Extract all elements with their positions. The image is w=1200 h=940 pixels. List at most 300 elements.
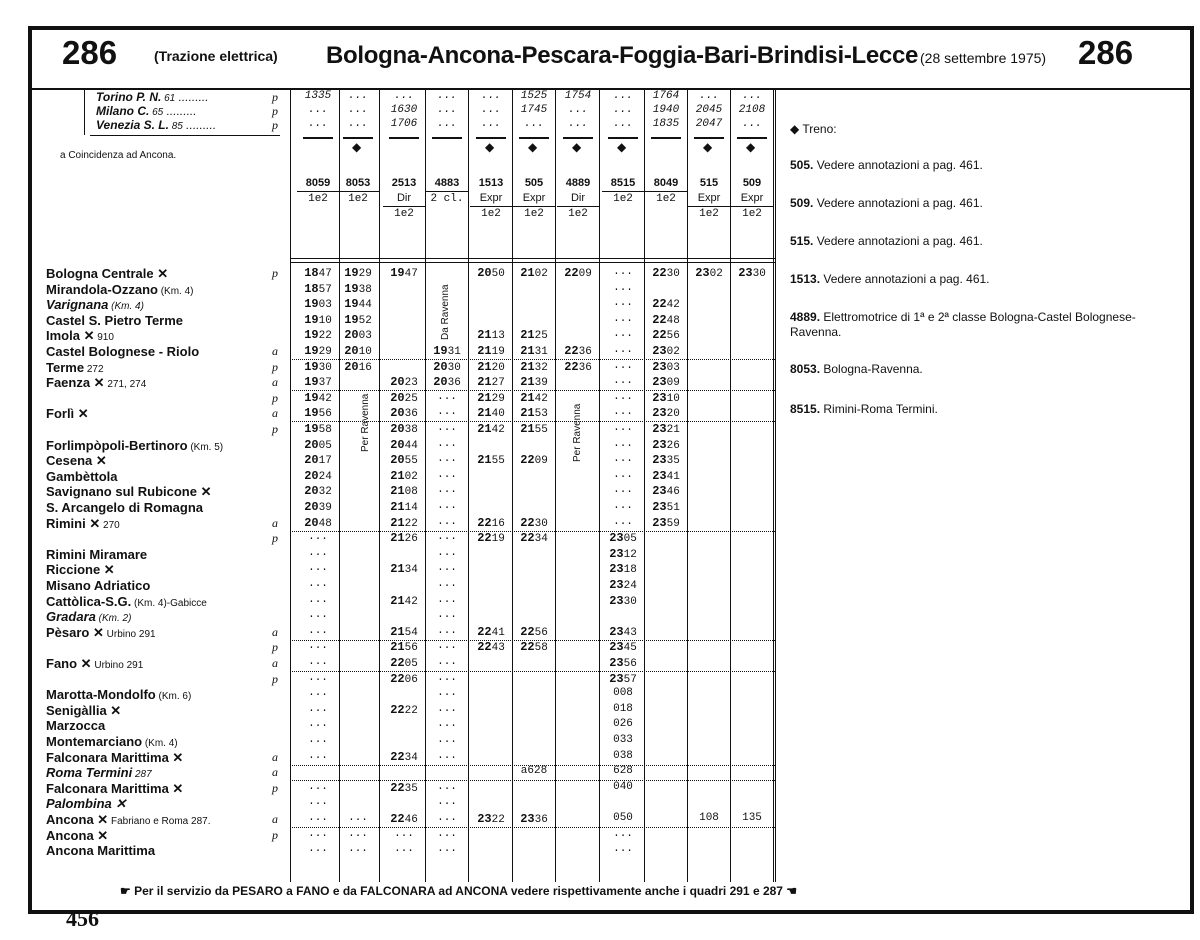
time-cell: ... <box>613 515 633 528</box>
train-diamond-icon: ◆ <box>352 140 362 154</box>
origin-time: ... <box>742 90 762 102</box>
origin-time: ... <box>437 118 457 130</box>
origin-station-ref: 61 <box>161 93 176 104</box>
time-cell: ... <box>613 422 633 434</box>
time-cell: 2318 <box>609 562 637 577</box>
traction-label: (Trazione elettrica) <box>154 48 278 64</box>
time-cell: 2039 <box>304 500 332 514</box>
time-cell: 2359 <box>652 515 680 530</box>
station-name-cell <box>46 687 191 702</box>
route-title: Bologna-Ancona-Pescara-Foggia-Bari-Brindisi-Lecce <box>326 42 919 69</box>
time-cell: 2155 <box>520 422 548 436</box>
footer-text: Per il servizio da PESARO a FANO e da FALCONARA ad ANCONA vedere rispettivamente anche i quadri 291 e 287 <box>134 884 783 898</box>
station-name: Cesena ✕ <box>46 453 107 469</box>
time-cell: ... <box>437 780 457 793</box>
train-class: 1e2 <box>297 191 339 207</box>
time-cell: ... <box>613 453 633 466</box>
time-cell: 2016 <box>344 359 372 374</box>
train-top-rule <box>389 137 419 139</box>
station-name-cell <box>46 828 108 844</box>
time-cell: 2302 <box>695 266 723 280</box>
station-name: Faenza ✕ <box>46 375 105 391</box>
time-cell: 2055 <box>390 453 418 468</box>
time-cell: ... <box>437 390 457 403</box>
station-name: Mirandola-Ozzano <box>46 281 158 297</box>
time-cell: 2324 <box>609 578 637 592</box>
train-header <box>557 176 599 222</box>
time-cell: 2003 <box>344 328 372 343</box>
time-cell: 2256 <box>520 624 548 639</box>
time-cell: ... <box>613 406 633 419</box>
train-top-rule <box>737 137 767 139</box>
time-cell: 2230 <box>652 266 680 280</box>
time-cell: ... <box>308 843 328 856</box>
train-category: Expr <box>479 192 503 204</box>
station-name-cell <box>46 750 183 766</box>
train-class: 2 cl. <box>426 191 468 207</box>
origin-time: 1630 <box>390 104 418 116</box>
time-cell: 2230 <box>520 515 548 530</box>
time-cell: 1910 <box>304 312 332 327</box>
station-name: Rimini Miramare <box>46 546 148 562</box>
station-name-cell <box>46 516 120 532</box>
grid-divider <box>379 88 380 882</box>
time-cell: ... <box>613 437 633 450</box>
time-cell: 2102 <box>390 468 418 483</box>
time-cell: 2153 <box>520 406 548 421</box>
station-name: Terme <box>46 359 85 375</box>
train-diamond-icon: ◆ <box>572 140 582 154</box>
train-top-rule <box>432 137 462 139</box>
time-cell: ... <box>308 718 328 731</box>
train-class: 1e2 <box>645 191 687 207</box>
station-arr-dep: p <box>272 640 278 655</box>
train-diamond-icon: ◆ <box>703 140 713 154</box>
station-name-cell <box>46 328 114 344</box>
train-header <box>426 176 468 207</box>
origin-arr-dep: p <box>272 90 278 104</box>
train-number: 2513 <box>391 177 417 189</box>
train-category: Dir <box>570 192 586 204</box>
time-cell: 2222 <box>390 702 418 717</box>
station-extra: (Km. 4)-Gabicce <box>131 597 207 609</box>
train-category: Expr <box>740 192 764 204</box>
origin-time: ... <box>437 104 457 116</box>
note-item <box>790 402 1150 417</box>
station-name-cell <box>46 656 143 672</box>
train-class: 1e2 <box>383 206 425 222</box>
time-cell: ... <box>308 780 328 793</box>
arr-dep-divider <box>290 780 775 782</box>
origin-bracket <box>84 90 85 135</box>
note-text: Vedere annotazioni a pag. 461. <box>820 272 990 286</box>
time-cell: ... <box>437 796 457 809</box>
time-cell: 2351 <box>652 500 680 514</box>
time-cell: ... <box>437 515 457 528</box>
time-cell: 1938 <box>344 281 372 296</box>
time-cell: 2114 <box>390 500 418 514</box>
time-cell: 2330 <box>738 266 766 280</box>
station-name: Misano Adriatico <box>46 578 151 593</box>
time-cell: ... <box>613 375 633 388</box>
station-name: Marzocca <box>46 718 106 734</box>
time-cell: 040 <box>613 780 633 793</box>
time-cell: 2346 <box>652 484 680 499</box>
train-number: 509 <box>742 177 762 189</box>
station-name-cell <box>46 796 126 812</box>
time-cell: 038 <box>613 749 633 762</box>
date-label: (28 settembre 1975) <box>920 50 1047 66</box>
station-name: Fano ✕ <box>46 656 92 671</box>
time-cell: 1929 <box>304 344 332 358</box>
time-cell: 2126 <box>390 531 418 546</box>
time-cell: ... <box>613 312 633 325</box>
footer-note: ☛ Per il servizio da PESARO a FANO e da FALCONARA ad ANCONA vedere rispettivamente anche i quadri 291 e 287 ☚ <box>120 884 798 898</box>
station-arr-dep: a <box>272 765 278 780</box>
time-cell: ... <box>308 671 328 684</box>
train-diamond-icon: ◆ <box>528 140 538 154</box>
time-cell: ... <box>348 843 368 856</box>
train-diamond-icon: ◆ <box>617 140 627 154</box>
time-cell: 2205 <box>390 656 418 670</box>
time-cell: 1952 <box>344 312 372 327</box>
station-extra: (Km. 4) <box>108 301 144 313</box>
time-cell: ... <box>308 562 328 575</box>
station-name-cell <box>46 500 203 515</box>
header-rule <box>290 258 775 259</box>
time-cell: 2134 <box>390 562 418 577</box>
station-extra: (Km. 4) <box>157 285 194 297</box>
station-name: Falconara Marittima ✕ <box>46 780 184 796</box>
time-cell: ... <box>437 562 457 575</box>
station-name-cell <box>46 625 156 641</box>
grid-divider <box>644 88 645 882</box>
origin-time: 2108 <box>738 104 766 116</box>
station-arr-dep: a <box>272 749 278 764</box>
station-name-cell <box>46 594 207 609</box>
station-name: Riccione ✕ <box>46 562 115 578</box>
origin-station-name: Venezia S. L. <box>96 118 169 132</box>
station-name: Cattòlica-S.G. <box>46 593 132 609</box>
grid-divider <box>425 88 426 882</box>
time-cell: ... <box>308 624 328 637</box>
time-cell: ... <box>437 422 457 434</box>
station-name: Montemarciano <box>46 734 143 749</box>
time-cell: ... <box>308 749 328 762</box>
origin-time: ... <box>481 118 501 130</box>
train-number: 4883 <box>434 177 460 189</box>
time-cell: ... <box>613 266 633 278</box>
time-cell: 2345 <box>609 640 637 655</box>
station-name: Savignano sul Rubicone ✕ <box>46 484 212 500</box>
time-cell: ... <box>437 812 457 824</box>
station-name-cell <box>46 578 150 593</box>
station-name: Roma Termini <box>46 765 133 781</box>
note-number: 509. <box>790 196 814 210</box>
station-name-cell <box>46 360 104 375</box>
station-arr-dep: a <box>272 656 278 670</box>
station-name-cell <box>46 313 183 328</box>
station-extra: 270 <box>100 519 120 531</box>
note-text: Bologna-Ravenna. <box>820 362 923 376</box>
time-cell: 2322 <box>477 812 505 826</box>
time-cell: ... <box>308 593 328 606</box>
station-name: Ancona ✕ <box>46 827 109 843</box>
station-extra: (Km. 4) <box>142 738 178 749</box>
origin-time: ... <box>613 104 633 116</box>
note-text: Vedere annotazioni a pag. 461. <box>813 158 983 172</box>
note-number: 505. <box>790 158 814 172</box>
station-name-cell <box>46 406 89 422</box>
grid-divider <box>599 88 600 882</box>
table-number-left: 286 <box>62 34 118 71</box>
time-cell: 1931 <box>433 344 461 358</box>
station-name: Marotta-Mondolfo <box>46 687 156 703</box>
time-cell: 2302 <box>652 344 680 358</box>
station-name: Senigàllia ✕ <box>46 702 122 718</box>
time-cell: ... <box>394 827 414 840</box>
station-name-cell <box>46 812 210 828</box>
station-name: Forlimpòpoli-Bertinoro <box>46 437 188 453</box>
time-cell: 2050 <box>477 266 505 280</box>
time-cell: 2326 <box>652 437 680 452</box>
origin-time: 1835 <box>652 118 680 130</box>
time-cell: ... <box>308 609 328 622</box>
station-name-cell <box>46 547 147 562</box>
time-cell: ... <box>613 390 633 403</box>
time-cell: 2030 <box>433 359 461 374</box>
station-arr-dep: a <box>272 812 278 826</box>
origin-time: ... <box>613 118 633 130</box>
origin-station-ref: 85 <box>168 121 183 132</box>
grid-divider <box>339 88 340 882</box>
station-name-cell <box>46 282 194 297</box>
train-number: 8515 <box>610 177 636 189</box>
time-cell: 1903 <box>304 297 332 312</box>
time-cell: 1937 <box>304 375 332 390</box>
time-cell: ... <box>437 453 457 466</box>
note-item <box>790 362 1150 377</box>
grid-divider <box>468 88 469 882</box>
station-extra: 910 <box>94 332 114 344</box>
origin-time: ... <box>613 90 633 102</box>
time-cell: 2241 <box>477 624 505 639</box>
time-cell: 1956 <box>304 406 332 421</box>
station-name-cell <box>46 469 118 484</box>
origin-time: ... <box>394 90 414 102</box>
origin-arr-dep: p <box>272 118 278 132</box>
station-name: Forlì ✕ <box>46 406 89 422</box>
time-cell: 1857 <box>304 281 332 296</box>
time-cell: ... <box>437 609 457 622</box>
origin-station-name: Torino P. N. <box>96 90 162 104</box>
time-cell: ... <box>308 640 328 653</box>
time-cell: 2010 <box>344 344 372 358</box>
vertical-label: Per Ravenna <box>572 403 583 462</box>
origin-time: ... <box>568 118 588 130</box>
time-cell: 2343 <box>609 624 637 639</box>
train-number: 8053 <box>345 177 371 189</box>
time-cell: ... <box>308 531 328 544</box>
train-header <box>513 176 555 222</box>
note-text: Vedere annotazioni a pag. 461. <box>813 196 983 210</box>
station-extra: (Km. 5) <box>187 441 224 453</box>
station-arr-dep: p <box>272 359 278 374</box>
time-cell: ... <box>613 827 633 840</box>
station-name-cell <box>46 438 223 453</box>
note-number: 4889. <box>790 310 821 324</box>
train-class: 1e2 <box>337 191 379 207</box>
origin-station: Venezia S. L. 85 ......... <box>96 118 217 132</box>
time-cell: ... <box>308 578 328 590</box>
train-number: 505 <box>524 177 544 189</box>
time-cell: ... <box>613 359 633 372</box>
notes-train-label: ◆ Treno: <box>790 122 837 136</box>
time-cell: ... <box>437 656 457 668</box>
station-name: Ancona Marittima <box>46 843 156 859</box>
station-name: Imola ✕ <box>46 328 95 344</box>
origin-time: 1764 <box>652 90 680 102</box>
note-number: 8053. <box>790 362 821 376</box>
grid-divider-left <box>290 88 291 882</box>
time-cell: ... <box>308 546 328 559</box>
grid-divider <box>555 88 556 882</box>
origin-time: ... <box>348 104 368 116</box>
time-cell: 2219 <box>477 531 505 546</box>
station-extra: 272 <box>84 363 104 375</box>
time-cell: 2246 <box>390 812 418 826</box>
time-cell: 2321 <box>652 422 680 436</box>
time-cell: 2234 <box>520 531 548 546</box>
time-cell: 2125 <box>520 328 548 343</box>
time-cell: 2005 <box>304 437 332 452</box>
time-cell: 2303 <box>652 359 680 374</box>
origin-time: 2047 <box>695 118 723 130</box>
time-cell: ... <box>437 468 457 481</box>
origin-time: ... <box>348 90 368 102</box>
time-cell: 2102 <box>520 266 548 280</box>
train-top-rule <box>651 137 681 139</box>
table-number-right: 286 <box>1078 34 1134 71</box>
origin-time: ... <box>437 90 457 102</box>
time-cell: 2156 <box>390 640 418 655</box>
station-arr-dep: p <box>272 780 278 795</box>
train-class: 1e2 <box>513 206 555 222</box>
time-cell: ... <box>308 734 328 746</box>
time-cell: 2017 <box>304 453 332 468</box>
train-header <box>731 176 773 222</box>
station-arr-dep: p <box>272 827 278 842</box>
time-cell: 2236 <box>564 344 592 358</box>
train-top-rule <box>563 137 593 139</box>
note-item <box>790 196 1150 211</box>
time-cell: 108 <box>699 812 719 824</box>
time-cell: 2036 <box>433 375 461 390</box>
station-arr-dep: p <box>272 531 278 546</box>
origin-time: 1754 <box>564 90 592 102</box>
train-header <box>470 176 512 222</box>
origin-time: ... <box>481 90 501 102</box>
time-cell: 2336 <box>520 812 548 826</box>
station-name-cell <box>46 562 115 578</box>
station-name-cell <box>46 718 105 733</box>
station-arr-dep: a <box>272 624 278 639</box>
time-cell: ... <box>437 546 457 559</box>
vertical-label: Da Ravenna <box>440 284 451 340</box>
time-cell: ... <box>437 671 457 684</box>
time-cell: 2335 <box>652 453 680 468</box>
grid-divider-right <box>775 88 776 882</box>
time-cell: ... <box>437 843 457 856</box>
time-cell: 2036 <box>390 406 418 421</box>
note-text: Rimini-Roma Termini. <box>820 402 938 416</box>
station-name: Castel S. Pietro Terme <box>46 312 184 328</box>
station-arr-dep: p <box>272 671 278 686</box>
time-cell: 2132 <box>520 359 548 374</box>
time-cell: 2341 <box>652 468 680 483</box>
origin-station-name: Milano C. <box>96 104 150 118</box>
time-cell: 2032 <box>304 484 332 499</box>
station-extra: Fabriano e Roma 287. <box>108 816 211 827</box>
time-cell: 2243 <box>477 640 505 655</box>
time-cell: ... <box>437 702 457 715</box>
station-name: Varignana <box>46 297 109 313</box>
time-cell: 2142 <box>390 593 418 608</box>
station-name: Ancona ✕ <box>46 812 109 827</box>
header-rule <box>290 262 775 263</box>
origin-time: ... <box>699 90 719 102</box>
time-cell: 2206 <box>390 671 418 686</box>
train-header <box>688 176 730 222</box>
station-arr-dep: a <box>272 344 278 358</box>
train-header <box>337 176 379 207</box>
origin-time: ... <box>308 118 328 130</box>
time-cell: 2122 <box>390 515 418 530</box>
station-name-cell <box>46 453 107 469</box>
station-name: Rimini ✕ <box>46 515 101 531</box>
origin-time: 1745 <box>520 104 548 116</box>
time-cell: 2235 <box>390 780 418 795</box>
time-cell: 2120 <box>477 359 505 374</box>
train-top-rule <box>303 137 333 139</box>
time-cell: 1930 <box>304 359 332 374</box>
time-cell: ... <box>308 812 328 824</box>
time-cell: ... <box>308 796 328 809</box>
time-cell: 1847 <box>304 266 332 280</box>
time-cell: 2357 <box>609 671 637 686</box>
time-cell: 2242 <box>652 297 680 312</box>
time-cell: ... <box>437 578 457 590</box>
train-number: 8059 <box>305 177 331 189</box>
note-number: 1513. <box>790 272 821 286</box>
train-header <box>602 176 644 207</box>
time-cell: 018 <box>613 702 633 715</box>
train-number: 1513 <box>478 177 504 189</box>
station-name: Pèsaro ✕ <box>46 624 104 640</box>
time-cell: 1947 <box>390 266 418 280</box>
origin-time: 1335 <box>304 90 332 102</box>
time-cell: ... <box>308 702 328 715</box>
time-cell: a628 <box>520 765 548 778</box>
time-cell: 2119 <box>477 344 505 358</box>
note-number: 8515. <box>790 402 821 416</box>
time-cell: ... <box>613 297 633 310</box>
time-cell: ... <box>437 749 457 762</box>
station-extra: 271, 274 <box>104 379 147 391</box>
train-number: 515 <box>699 177 719 189</box>
note-text: Vedere annotazioni a pag. 461. <box>813 234 983 248</box>
origin-station: Torino P. N. 61 ......... <box>96 90 209 104</box>
